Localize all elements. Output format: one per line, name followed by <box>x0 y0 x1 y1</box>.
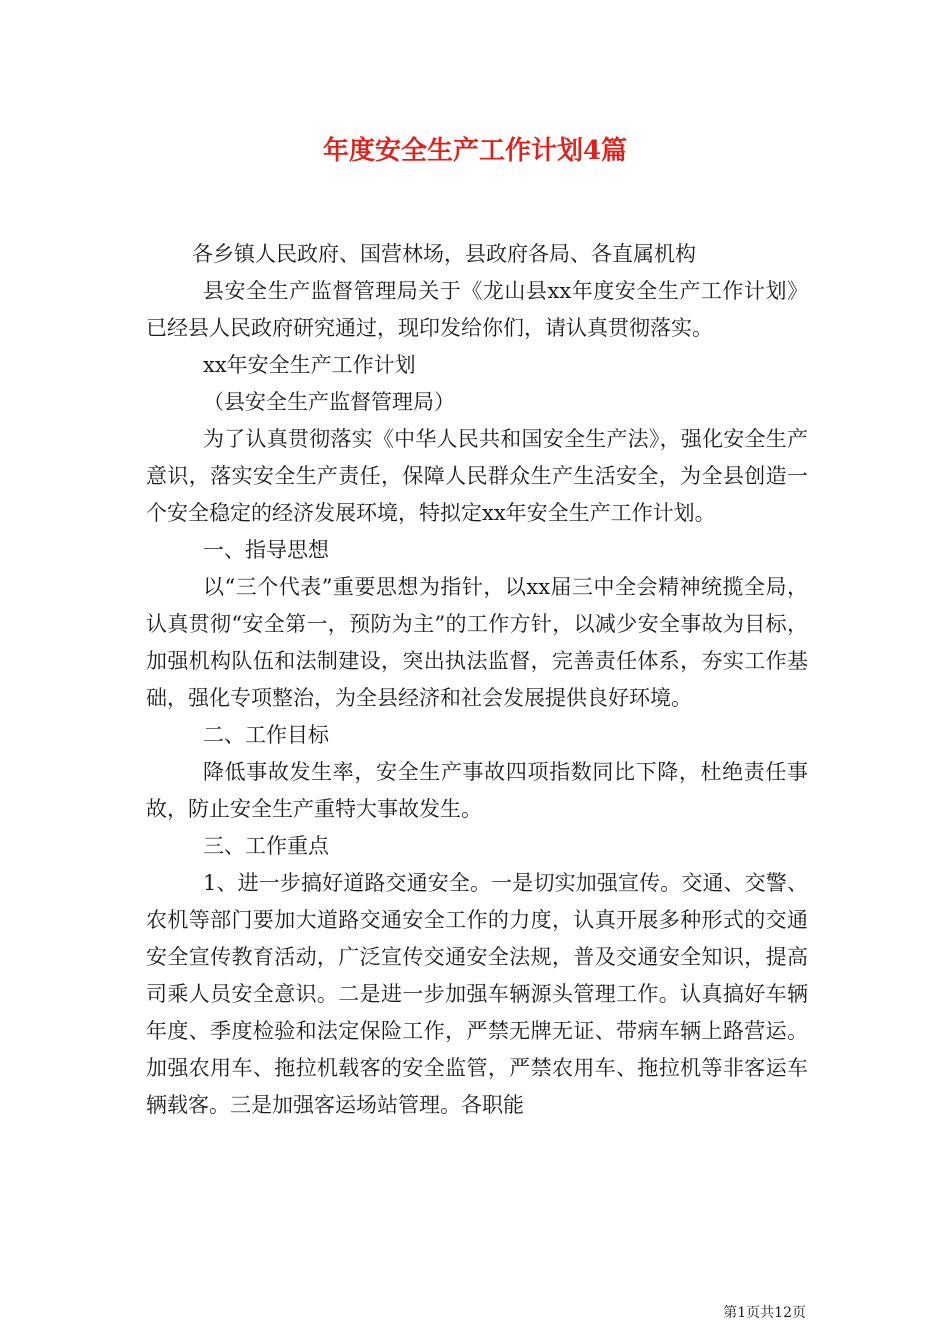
paragraph-issuer: （县安全生产监督管理局） <box>203 390 455 414</box>
page-number: 第1页共12页 <box>723 1305 806 1321</box>
paragraph-notice: 县安全生产监督管理局关于《龙山县xx年度安全生产工作计划》已经县人民政府研究通过，现印发给你们，请认真贯彻落实。 <box>146 279 808 340</box>
paragraph-guiding-ideology: 以“三个代表”重要思想为指针，以xx届三中全会精神统揽全局，认真贯彻“安全第一，预防为主”的工作方针，以减少安全事故为目标，加强机构队伍和法制建设，突出执法监督，完善责任体系，夯实工作基础，强化专项整治，为全县经济和社会发展提供良好环境。 <box>146 575 808 710</box>
paragraph-addressee: 各乡镇人民政府、国营林场，县政府各局、各直属机构 <box>192 242 696 266</box>
section-heading-guiding-ideology: 一、指导思想 <box>203 538 329 562</box>
paragraph-intro: 为了认真贯彻落实《中华人民共和国安全生产法》，强化安全生产意识，落实安全生产责任，保障人民群众生产生活安全，为全县创造一个安全稳定的经济发展环境，特拟定xx年安全生产工作计划。 <box>146 427 808 525</box>
paragraph-work-goals: 降低事故发生率，安全生产事故四项指数同比下降，杜绝责任事故，防止安全生产重特大事故发生。 <box>146 760 808 821</box>
paragraph-plan-title: xx年安全生产工作计划 <box>203 353 416 377</box>
section-heading-work-focus: 三、工作重点 <box>203 834 329 858</box>
document-body <box>146 236 808 1124</box>
paragraph-road-traffic-safety: 1、进一步搞好道路交通安全。一是切实加强宣传。交通、交警、农机等部门要加大道路交通安全工作的力度，认真开展多种形式的交通安全宣传教育活动，广泛宣传交通安全法规，普及交通安全知识，提高司乘人员安全意识。二是进一步加强车辆源头管理工作。认真搞好车辆年度、季度检验和法定保险工作，严禁无牌无证、带病车辆上路营运。加强农用车、拖拉机载客的安全监管，严禁农用车、拖拉机等非客运车辆载客。三是加强客运场站管理。各职能 <box>146 871 808 1117</box>
section-heading-work-goals: 二、工作目标 <box>203 723 329 747</box>
document-title: 年度安全生产工作计划4篇 <box>322 136 628 166</box>
